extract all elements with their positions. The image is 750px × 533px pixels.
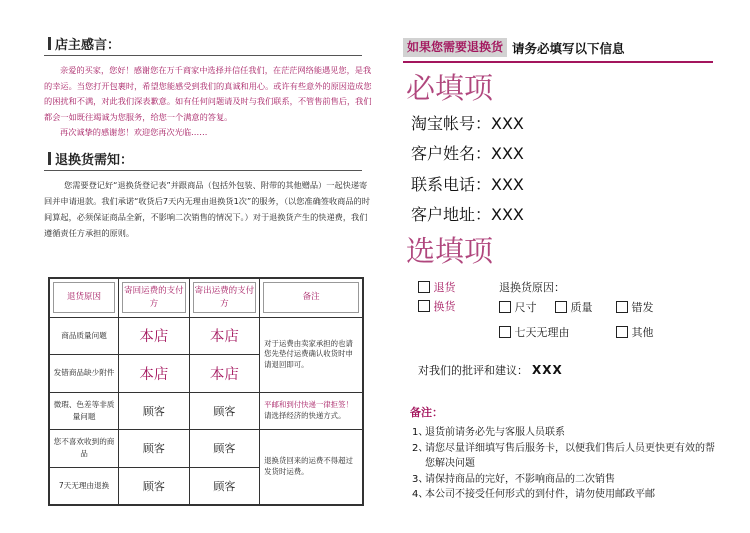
option-exchange-label: 换货 [433, 300, 456, 313]
required-title: 必填项 [406, 71, 494, 105]
return-payer-cell: 顾客 [119, 430, 190, 468]
notice-text [44, 177, 372, 242]
reason-cell: 7天无理由退换 [49, 467, 119, 505]
header-notes: 备注 [263, 282, 359, 313]
note-no-cod: 平邮和到付快递一律拒签！ [264, 400, 353, 410]
checkbox-seven-days[interactable] [499, 326, 511, 338]
feedback-label: 对我们的批评和建议： [418, 364, 528, 377]
reason-option-other[interactable] [616, 324, 654, 340]
feedback-field[interactable] [418, 362, 563, 378]
option-return[interactable] [418, 279, 456, 295]
send-payer-cell: 顾客 [189, 392, 260, 430]
table-header-row [49, 278, 363, 317]
remark-number: 1、 [412, 427, 429, 438]
right-panel [403, 38, 715, 500]
remark-number: 3、 [412, 473, 429, 485]
remark-item [412, 441, 716, 472]
refund-policy-table [48, 277, 364, 506]
banner-tag: 如果您需要退换货 [403, 38, 507, 57]
notice-paragraph: 您需要登记好“退换货登记表”并跟商品（包括外包装、附带的其他赠品）一起快递寄回并申请退款。我们承诺“收货后7天内无理由退换货1次”的服务，（以您准确签收商品的时间算起，必须保证商品全新，不影响二次销售的情况下。）对于退换货产生的快递费，我们遵循责任方承担的原则。 [44, 179, 370, 239]
remark-item [412, 472, 716, 488]
checkbox-other[interactable] [616, 326, 628, 338]
notice-title: 退换货需知： [55, 152, 134, 168]
remark-text: 退货前请务必先与客服人员联系 [425, 427, 565, 438]
checkbox-exchange[interactable] [418, 300, 430, 312]
heading-marker [48, 37, 51, 50]
reason-cell: 商品质量问题 [49, 317, 119, 355]
reason-option-size[interactable] [499, 299, 537, 315]
reason-other-label: 其他 [631, 326, 654, 339]
thanks-title: 店主感言： [55, 38, 121, 53]
checkbox-size[interactable] [499, 301, 511, 313]
remark-text: 请您尽量详细填写售后服务卡，以便我们售后人员更快更有效的帮您解决问题 [425, 442, 715, 469]
customer-name-field[interactable]: 客户姓名：XXX [411, 144, 524, 164]
reason-label: 退换货原因： [499, 281, 565, 294]
send-payer-cell: 本店 [189, 355, 260, 393]
thanks-text [44, 63, 372, 141]
thanks-closing: 再次诚挚的感谢您！欢迎您再次光临…… [60, 127, 208, 137]
banner-text: 请务必填写以下信息 [512, 40, 625, 56]
header-return-payer: 寄回运费的支付方 [122, 282, 186, 313]
reason-cell: 微瑕、色差等非质量问题 [49, 392, 119, 430]
reason-option-seven-days[interactable] [499, 324, 570, 340]
reason-quality-label: 质量 [570, 301, 593, 314]
remark-text: 请保持商品的完好，不影响商品的二次销售 [425, 473, 615, 485]
remark-number: 4、 [412, 489, 429, 500]
table-row [49, 392, 363, 430]
send-payer-cell: 顾客 [189, 467, 260, 505]
left-panel [44, 34, 380, 241]
checkbox-return[interactable] [418, 281, 430, 293]
phone-field[interactable]: 联系电话：XXX [411, 174, 524, 194]
send-payer-cell: 本店 [189, 317, 260, 355]
reason-size-label: 尺寸 [514, 301, 537, 314]
reason-cell: 发错商品缺少附件 [49, 355, 119, 393]
header-reason: 退货原因 [53, 282, 115, 313]
note-cell-freight-limit: 退换货回来的运费不得超过发货时运费。 [260, 430, 363, 505]
option-exchange[interactable] [418, 298, 456, 314]
note-cell-courier [260, 392, 363, 430]
remarks-list [412, 425, 716, 503]
remark-number: 2、 [412, 442, 429, 454]
remark-text: 本公司不接受任何形式的到付件，请勿使用邮政平邮 [425, 489, 655, 500]
required-fields [411, 109, 713, 230]
return-payer-cell: 本店 [119, 355, 190, 393]
note-cell-seller-pays: 对于运费由卖家承担的也请您先垫付运费确认收货时申请退回即可。 [260, 317, 363, 392]
form-banner [403, 38, 713, 57]
checkbox-wrong-item[interactable] [616, 301, 628, 313]
return-payer-cell: 本店 [119, 317, 190, 355]
option-return-label: 退货 [433, 281, 456, 294]
reason-option-quality[interactable] [555, 299, 593, 315]
notice-heading [44, 149, 362, 171]
optional-title: 选填项 [406, 234, 494, 269]
return-payer-cell: 顾客 [119, 392, 190, 430]
remark-item [412, 487, 716, 503]
reason-option-wrong-item[interactable] [616, 299, 654, 315]
header-send-payer: 寄出运费的支付方 [193, 282, 257, 313]
heading-marker [48, 152, 51, 165]
return-payer-cell: 顾客 [119, 467, 190, 505]
reason-seven-days-label: 七天无理由 [514, 326, 570, 339]
thanks-heading [44, 34, 362, 56]
remark-item [412, 425, 716, 441]
send-payer-cell: 顾客 [189, 430, 260, 468]
address-field[interactable]: 客户地址：XXX [411, 204, 524, 224]
reason-wrong-item-label: 错发 [631, 301, 654, 314]
reason-cell: 您不喜欢收到的商品 [49, 430, 119, 468]
taobao-account-field[interactable]: 淘宝帐号：XXX [411, 114, 524, 133]
table-row [49, 430, 363, 468]
checkbox-quality[interactable] [555, 301, 567, 313]
feedback-value: XXX [532, 363, 563, 377]
banner-divider [403, 61, 713, 63]
remarks-title: 备注： [410, 406, 443, 419]
note-economy: 请选择经济的快递方式。 [264, 410, 346, 420]
thanks-paragraph: 亲爱的买家，您好！感谢您在万千商家中选择并信任我们，在茫茫网络能遇见您，是我的幸运。当您打开包裹时，希望您能感受到我们的真诚和用心。或许有些意外的原因造成您的困扰和不满，对此我们深表歉意。如有任何问题请及时与我们联系，不管售前售后，我们都会一如既往竭诚为您服务，给您一个满意的答复。 [44, 65, 372, 122]
table-row [49, 317, 363, 355]
